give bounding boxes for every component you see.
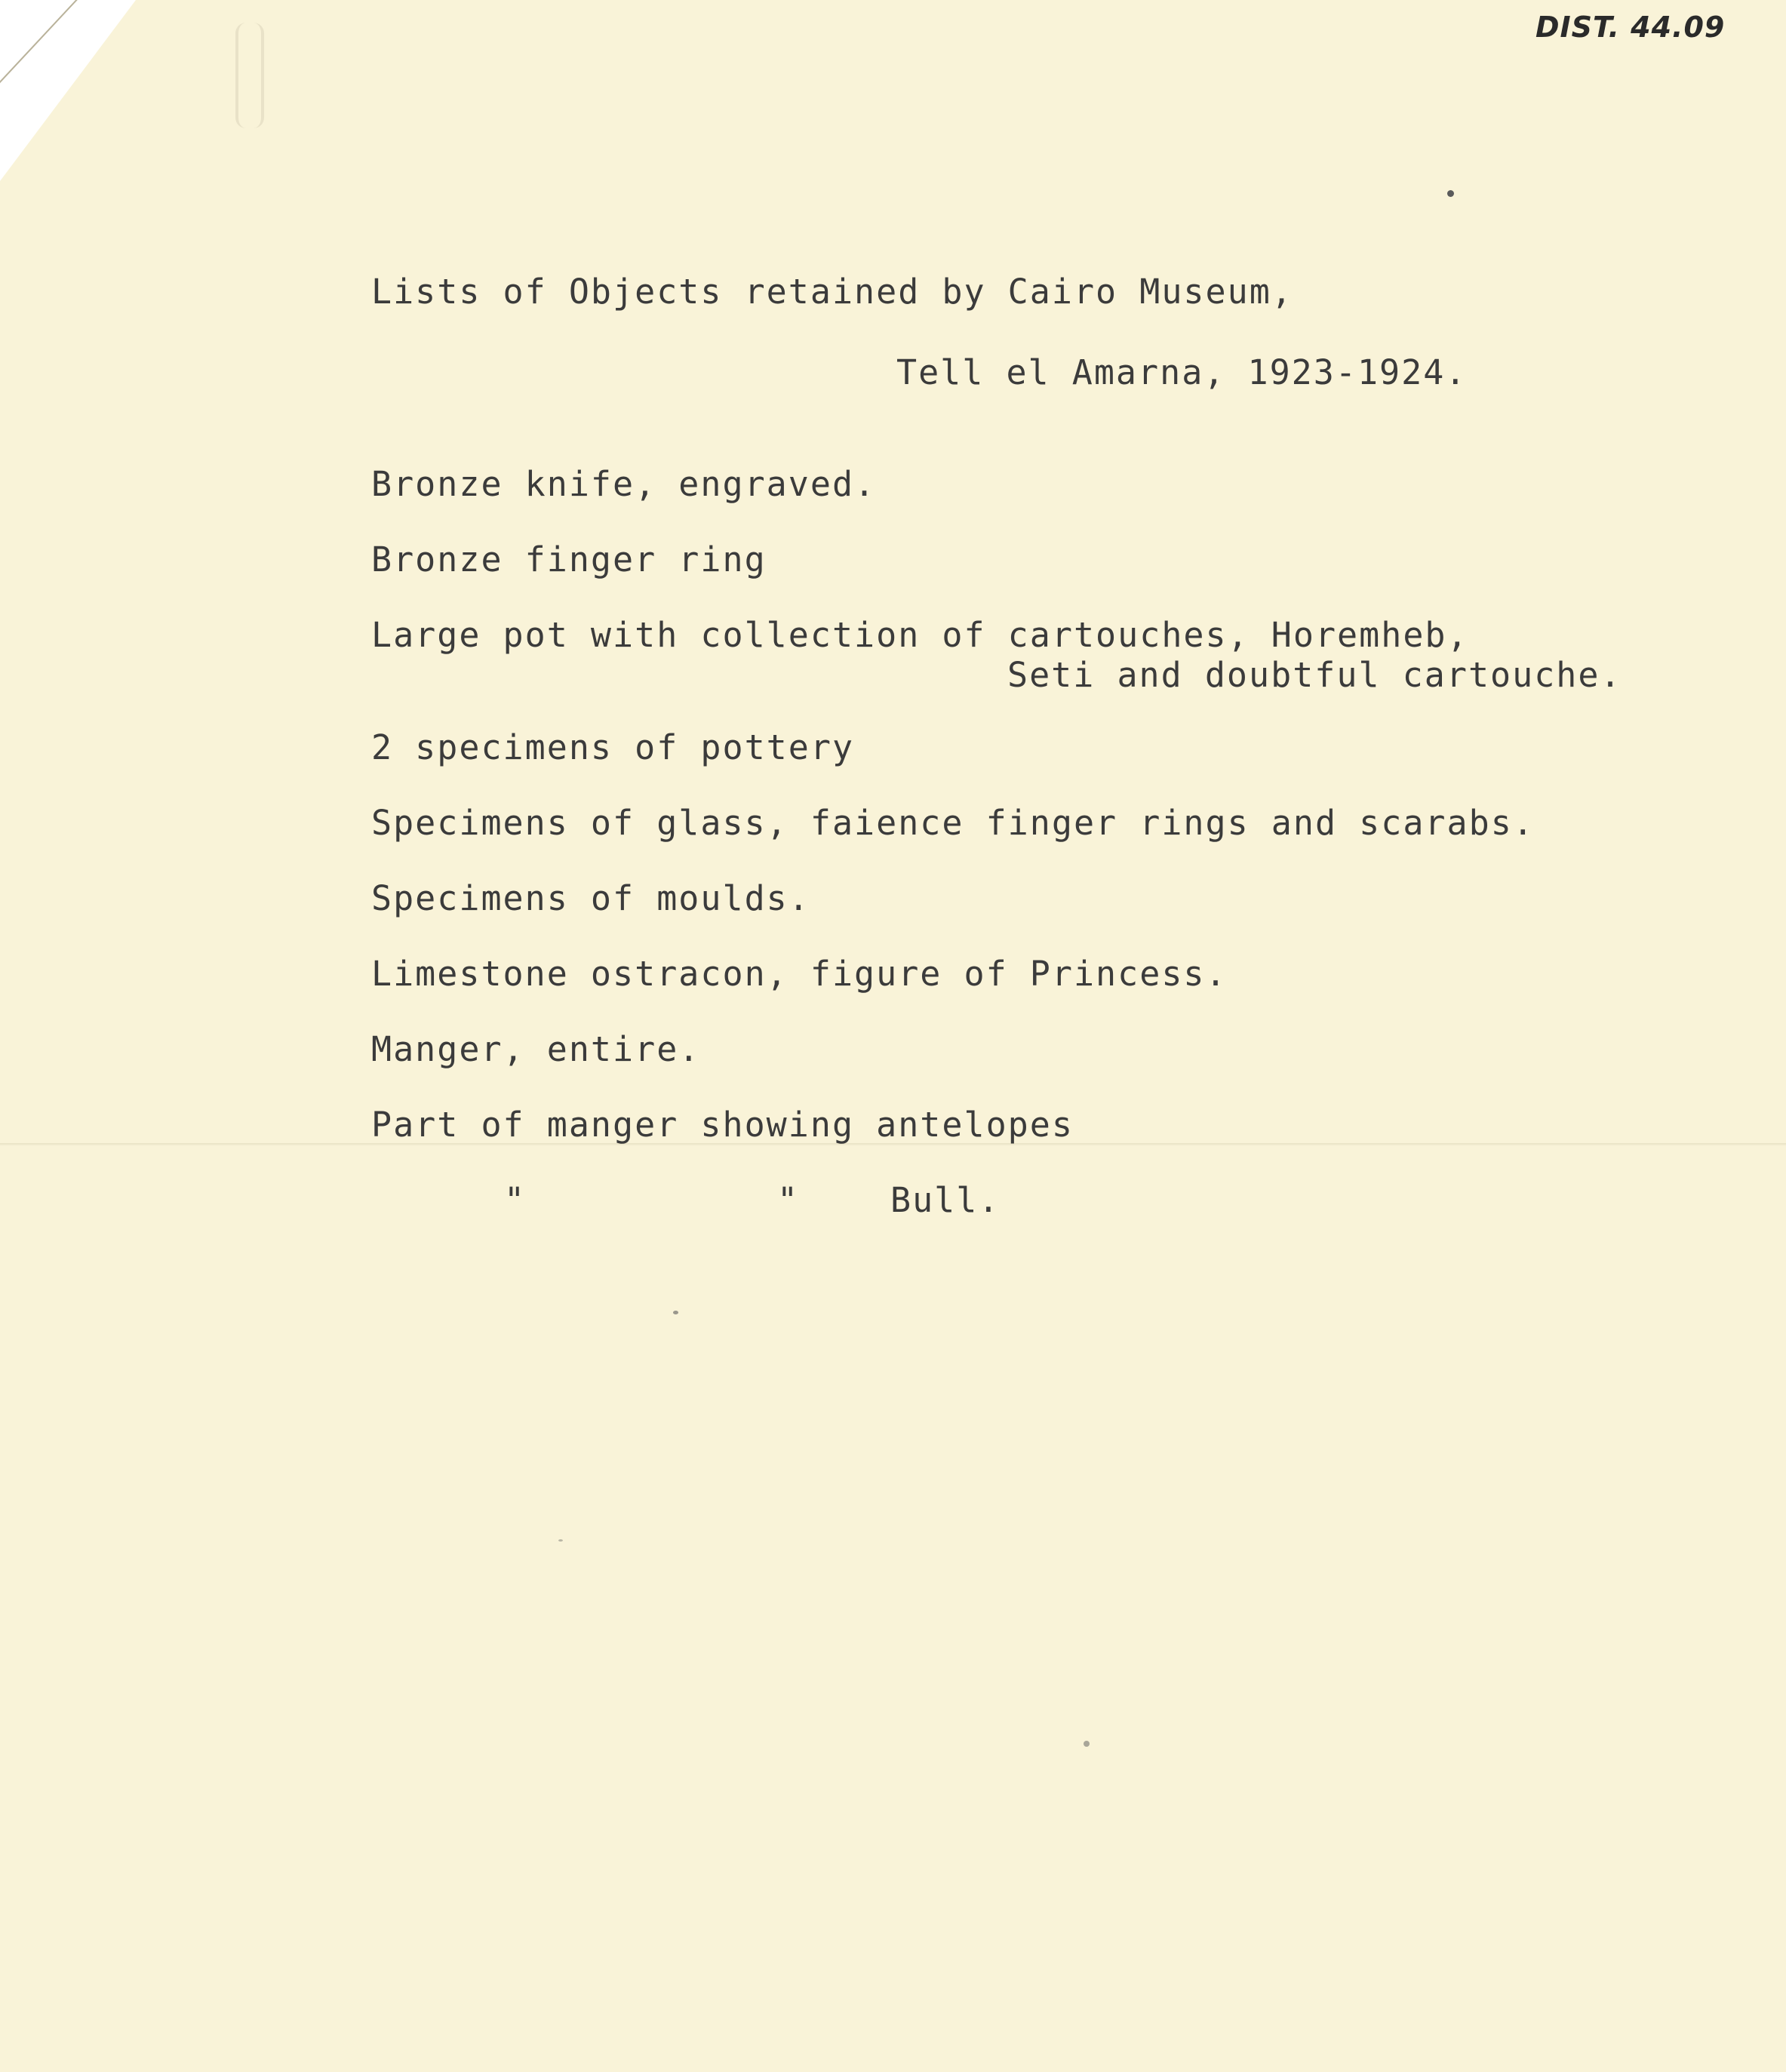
list-item: Specimens of glass, faience finger rings and scarabs. bbox=[371, 803, 1535, 843]
ink-speck bbox=[558, 1539, 563, 1542]
document-subtitle: Tell el Amarna, 1923-1924. bbox=[896, 352, 1468, 392]
list-item: Bull. bbox=[890, 1180, 1001, 1220]
ditto-mark: " bbox=[777, 1180, 800, 1220]
list-item: Large pot with collection of cartouches, Horemheb, bbox=[371, 615, 1469, 655]
list-item: 2 specimens of pottery bbox=[371, 727, 855, 767]
list-item-continuation: Seti and doubtful cartouche. bbox=[1007, 655, 1622, 695]
list-item: Bronze knife, engraved. bbox=[371, 464, 877, 504]
ink-speck bbox=[673, 1311, 678, 1314]
list-item: Part of manger showing antelopes bbox=[371, 1105, 1074, 1145]
paperclip-mark bbox=[235, 23, 264, 128]
ink-speck bbox=[1084, 1741, 1090, 1747]
document-title: Lists of Objects retained by Cairo Museum, bbox=[371, 272, 1293, 312]
list-item: Manger, entire. bbox=[371, 1029, 701, 1069]
ink-speck bbox=[1447, 190, 1454, 197]
folded-corner bbox=[0, 0, 136, 181]
list-item: Bronze finger ring bbox=[371, 540, 767, 579]
list-item: Specimens of moulds. bbox=[371, 878, 810, 918]
ditto-mark: " bbox=[504, 1180, 527, 1220]
reference-mark: DIST. 44.09 bbox=[1535, 11, 1726, 44]
list-item: Limestone ostracon, figure of Princess. bbox=[371, 954, 1228, 994]
